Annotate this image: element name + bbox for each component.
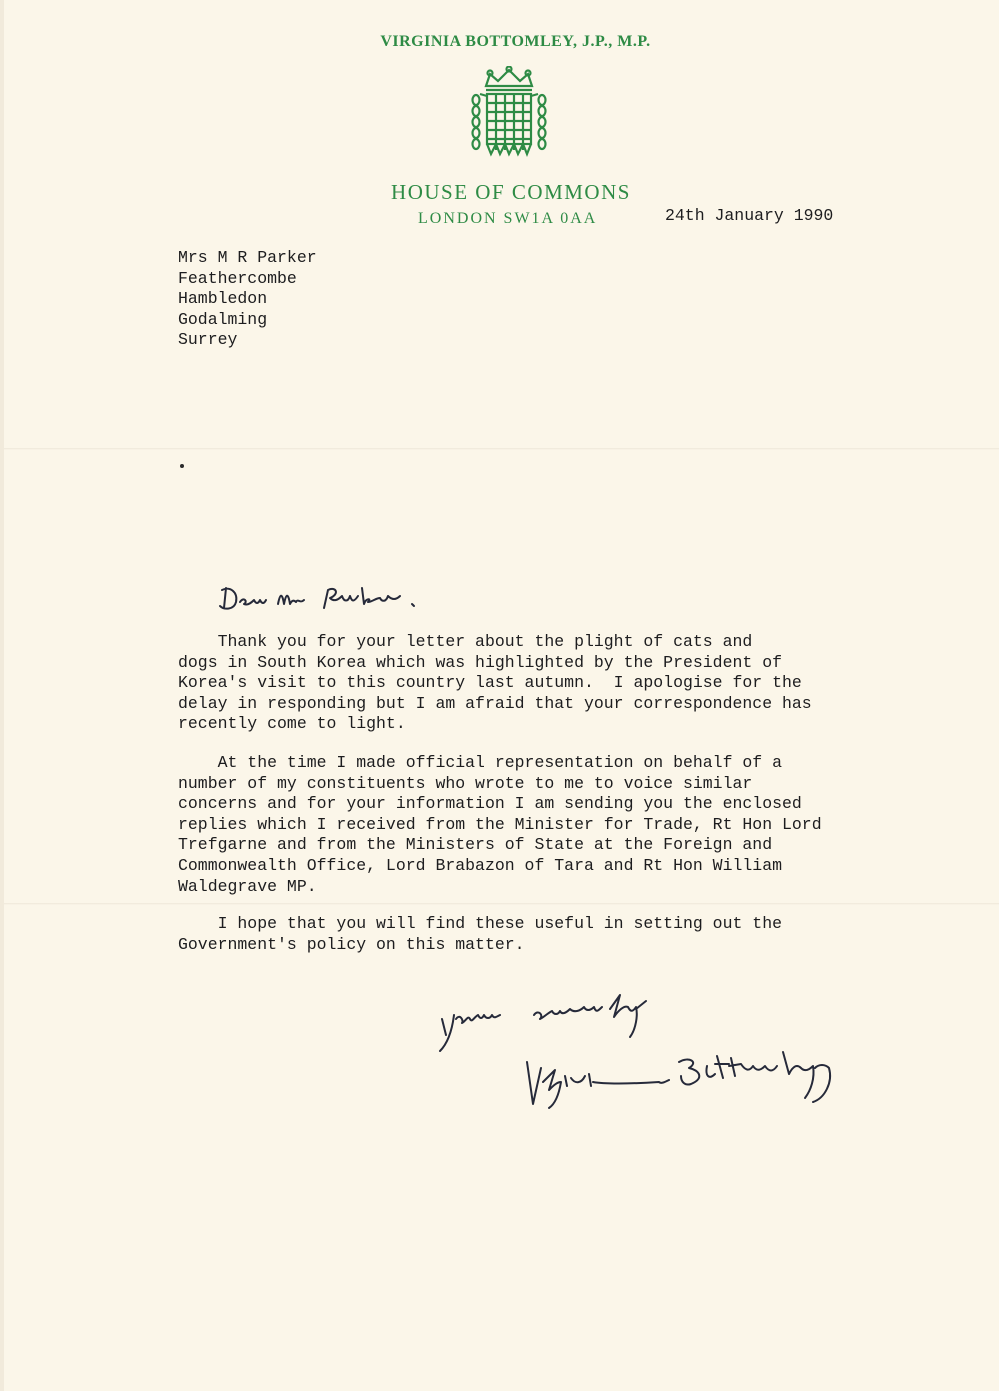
address-line: Hambledon xyxy=(178,289,268,308)
portcullis-icon xyxy=(466,66,552,162)
stray-dot xyxy=(180,464,184,468)
handwritten-salutation xyxy=(216,582,476,618)
paragraph-line: number of my constituents who wrote to me to voice similar xyxy=(178,773,753,793)
paragraph-line: concerns and for your information I am sending you the enclosed xyxy=(178,794,802,814)
address-line: Feathercombe xyxy=(178,268,297,288)
paragraph-line: dogs in South Korea which was highlighted by the President of xyxy=(178,652,782,672)
fold-crease xyxy=(4,903,999,905)
letter-date: 24th January 1990 xyxy=(665,206,834,225)
paragraph-line: Korea's visit to this country last autumn. I apologise for the xyxy=(178,673,802,693)
recipient-address xyxy=(178,248,317,351)
letterhead-house: HOUSE OF COMMONS xyxy=(391,180,631,204)
paragraph-line: recently come to light. xyxy=(178,714,406,734)
paragraph-line: Thank you for your letter about the plight of cats and xyxy=(178,632,753,651)
paragraph-line: Commonwealth Office, Lord Brabazon of Tara and Rt Hon William xyxy=(178,855,782,875)
address-line: Mrs M R Parker xyxy=(178,248,317,267)
body-paragraph-3 xyxy=(178,914,858,955)
paragraph-line: replies which I received from the Minister for Trade, Rt Hon Lord xyxy=(178,814,822,834)
paragraph-line: Trefgarne and from the Ministers of State at the Foreign and xyxy=(178,835,773,855)
address-line: Godalming xyxy=(178,309,268,329)
paragraph-line: At the time I made official representation on behalf of a xyxy=(178,753,782,772)
fold-crease xyxy=(4,448,999,450)
body-paragraph-2 xyxy=(178,753,858,897)
handwritten-signature xyxy=(519,1042,849,1112)
letterhead-mp-name: VIRGINIA BOTTOMLEY, J.P., M.P. xyxy=(380,33,651,50)
paragraph-line: Waldegrave MP. xyxy=(178,876,317,896)
paragraph-line: delay in responding but I am afraid that your correspondence has xyxy=(178,693,812,713)
paragraph-line: I hope that you will find these useful in setting out the xyxy=(178,914,782,933)
paragraph-line: Government's policy on this matter. xyxy=(178,934,525,954)
body-paragraph-1 xyxy=(178,632,858,735)
letterhead-address: LONDON SW1A 0AA xyxy=(418,210,598,227)
address-line: Surrey xyxy=(178,330,238,349)
